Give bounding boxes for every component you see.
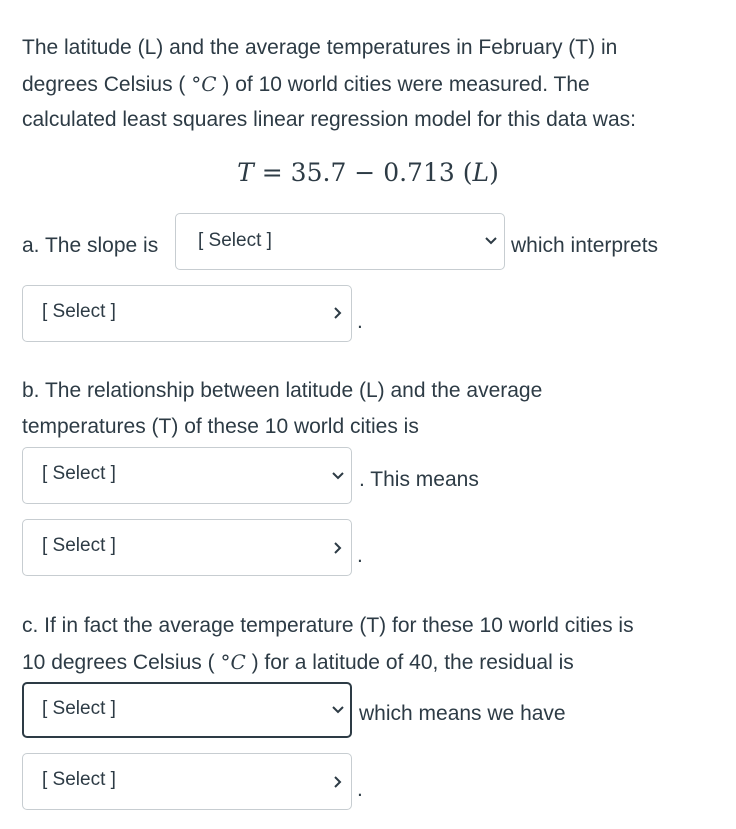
part-b-relationship-select[interactable] [22,447,352,504]
part-b-line-1: b. The relationship between latitude (L) and the average [22,379,543,402]
part-c-line-2-before: 10 degrees Celsius ( [22,651,221,674]
part-b-period: . [357,544,363,567]
chevron-down-icon [332,706,344,714]
intro-line-2-before: degrees Celsius ( [22,73,192,96]
part-b-meaning-select[interactable] [22,519,352,576]
part-c-line-2-after: ) for a latitude of 40, the residual is [245,651,574,674]
part-a-slope-select-value: [ Select ] [198,230,272,251]
part-c-unit-celsius: °C [220,650,246,674]
part-c-residual-select-value: [ Select ] [42,698,116,719]
regression-equation: T = 35.7 − 0.713 (L) [237,158,499,187]
part-a-interpretation-select[interactable] [22,285,352,342]
part-c-meaning-select[interactable] [22,753,352,810]
part-c-line-2 [22,650,574,675]
part-a-interpretation-select-value: [ Select ] [42,301,116,322]
chevron-right-icon [334,776,342,788]
equation-lhs: T [237,158,254,187]
chevron-right-icon [334,542,342,554]
part-b-meaning-select-value: [ Select ] [42,535,116,556]
chevron-right-icon [334,307,342,319]
part-a-period: . [357,310,363,333]
part-a-slope-select[interactable] [175,213,505,270]
part-a-suffix: which interprets [511,234,659,257]
chevron-down-icon [332,472,344,480]
part-c-residual-select[interactable] [22,682,352,738]
intro-line-3: calculated least squares linear regression model for this data was: [22,108,636,131]
part-b-suffix: . This means [359,468,479,491]
part-b-line-2: temperatures (T) of these 10 world cities is [22,415,419,438]
equation-rhs: = 35.7 − 0.713 ( [253,158,473,187]
part-c-meaning-select-value: [ Select ] [42,769,116,790]
intro-line-2 [22,72,590,97]
intro-line-2-after: ) of 10 world cities were measured. The [216,73,590,96]
part-b-relationship-select-value: [ Select ] [42,463,116,484]
equation-var: L [472,158,490,187]
part-c-suffix: which means we have [359,702,566,725]
chevron-down-icon [485,237,497,245]
intro-unit-celsius: °C [191,72,217,96]
intro-line-1: The latitude (L) and the average temperatures in February (T) in [22,36,618,59]
part-c-period: . [357,778,363,801]
part-c-line-1: c. If in fact the average temperature (T) for these 10 world cities is [22,614,634,637]
part-a-prefix: a. The slope is [22,234,159,257]
